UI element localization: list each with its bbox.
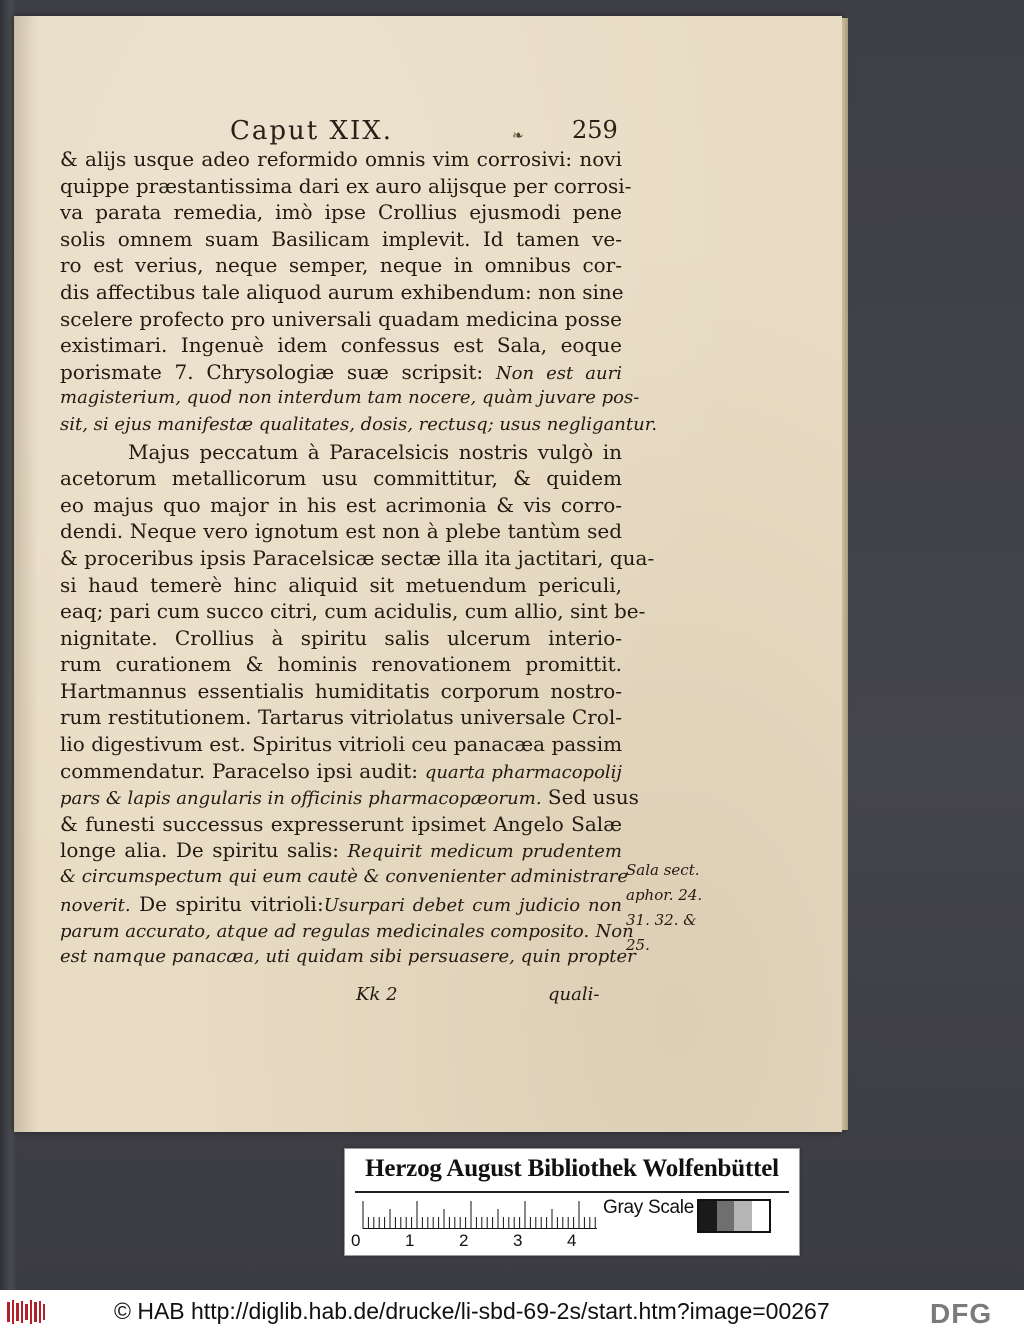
margin-note-line: aphor. 24. [626, 886, 703, 904]
text-line: va parata remedia, imò ipse Crollius ejusmodi pene [60, 200, 622, 225]
text-line: quippe præstantissima dari ex auro alijsque per corrosi- [60, 173, 632, 198]
text-segment: De spiritu vitrioli: [139, 891, 324, 916]
text-line: existimari. Ingenuè idem confessus est Sala, eoque [60, 333, 622, 358]
ruler-number: 0 [351, 1231, 361, 1250]
ruler-number: 2 [459, 1231, 469, 1250]
italic-segment: parum accurato, atque ad regulas medicinales composito. [60, 921, 590, 943]
italic-segment: Usurpari debet cum judicio non [323, 894, 623, 916]
gray-scale-label: Gray Scale [603, 1197, 694, 1218]
italic-segment: Requirit medicum prudentem [347, 841, 622, 863]
gray-scale-swatches [697, 1199, 771, 1233]
text-line: scelere profecto pro universali quadam medicina posse [60, 306, 622, 331]
text-line: eaq; pari cum succo citri, cum acidulis, cum allio, sint be- [60, 599, 646, 624]
ruler-number: 4 [567, 1231, 577, 1250]
text-line: acetorum metallicorum usu committitur, & quidem [60, 466, 622, 491]
text-line-italic: est namque panacæa, uti quidam sibi persuasere, quin propter [60, 945, 636, 967]
paragraph-start-line: Majus peccatum à Paracelsicis nostris vulgò in [128, 439, 622, 464]
text-line: rum curationem & hominis renovationem promittit. [60, 652, 622, 677]
catchword: quali- [548, 984, 600, 1005]
text-line [60, 359, 622, 386]
italic-segment: Non est auri [495, 362, 622, 384]
text-line: lio digestivum est. Spiritus vitrioli ceu panacæa passim [60, 732, 623, 757]
margin-note-line: 25. [626, 936, 650, 954]
text-line-italic: sit, si ejus manifestæ qualitates, dosis, rectusq; usus negligantur. [60, 413, 658, 435]
page-edge [842, 18, 848, 1130]
text-line [60, 837, 622, 864]
gray-swatch [734, 1201, 752, 1231]
text-line: & alijs usque adeo reformido omnis vim corrosivi: novi [60, 147, 622, 171]
text-line: dendi. Neque vero ignotum est non à plebe tantùm sed [60, 519, 622, 544]
italic-segment: pars & lapis angularis in officinis pharmacopæorum. [60, 788, 542, 810]
ruler-scale [359, 1199, 597, 1229]
italic-segment: Non [595, 921, 634, 943]
margin-note-line: Sala sect. [626, 861, 700, 879]
italic-segment: quarta pharmacopolij [424, 761, 623, 783]
text-line: Hartmannus essentialis humiditatis corporum nostro- [60, 678, 622, 703]
hab-logo-icon [6, 1298, 46, 1326]
margin-note [626, 858, 722, 958]
text-line [60, 917, 634, 944]
text-line: ro est verius, neque semper, neque in omnibus cor- [60, 253, 622, 278]
gray-swatch [717, 1201, 735, 1231]
text-segment: commendatur. Paracelso ipsi audit: [60, 758, 418, 783]
text-segment: longe alia. De spiritu salis: [60, 838, 340, 863]
gray-swatch [699, 1201, 717, 1231]
ruler-numbers [351, 1231, 591, 1251]
footer-bar [0, 1290, 1024, 1334]
label-divider [355, 1191, 789, 1193]
text-line: nignitate. Crollius à spiritu salis ulcerum interio- [60, 625, 622, 650]
library-name: Herzog August Bibliothek Wolfenbüttel [365, 1155, 779, 1182]
library-color-target [344, 1148, 800, 1256]
page-gutter-shadow [14, 16, 38, 1132]
text-line: si haud temerè hinc aliquid sit metuendum periculi, [60, 572, 622, 597]
text-line: & proceribus ipsis Paracelsicæ sectæ illa ita jactitari, qua- [60, 545, 655, 570]
signature-mark: Kk 2 [356, 984, 398, 1005]
margin-note-line: 31. 32. & [626, 911, 697, 929]
text-line [60, 758, 622, 785]
text-segment: porismate 7. Chrysologiæ suæ scripsit: [60, 359, 484, 384]
text-line-italic: & circumspectum qui eum cautè & convenienter administrare [60, 866, 629, 888]
text-line-italic: magisterium, quod non interdum tam nocere, quàm juvare pos- [60, 387, 640, 409]
text-line: rum restitutionem. Tartarus vitriolatus universale Crol- [60, 705, 622, 730]
chapter-heading: Caput XIX. [230, 116, 394, 146]
running-head [230, 112, 630, 148]
text-line: solis omnem suam Basilicam implevit. Id tamen ve- [60, 226, 622, 251]
text-line [60, 891, 622, 918]
copyright-url: © HAB http://diglib.hab.de/drucke/li-sbd-69-2s/start.htm?image=00267 [114, 1298, 830, 1324]
gray-swatch [752, 1201, 770, 1231]
ruler-number: 1 [405, 1231, 415, 1250]
text-line: eo majus quo major in his est acrimonia & vis corro- [60, 492, 622, 517]
page-number: 259 [572, 116, 618, 144]
text-line: dis affectibus tale aliquod aurum exhibendum: non sine [60, 279, 624, 304]
ornament-icon: ❧ [512, 128, 524, 144]
text-segment: Sed usus [547, 785, 639, 810]
text-line: & funesti successus expresserunt ipsimet Angelo Salæ [60, 811, 622, 836]
italic-segment: noverit. [60, 894, 131, 916]
ruler-number: 3 [513, 1231, 523, 1250]
dfg-logo: DFG [930, 1298, 993, 1329]
text-line [60, 784, 639, 811]
